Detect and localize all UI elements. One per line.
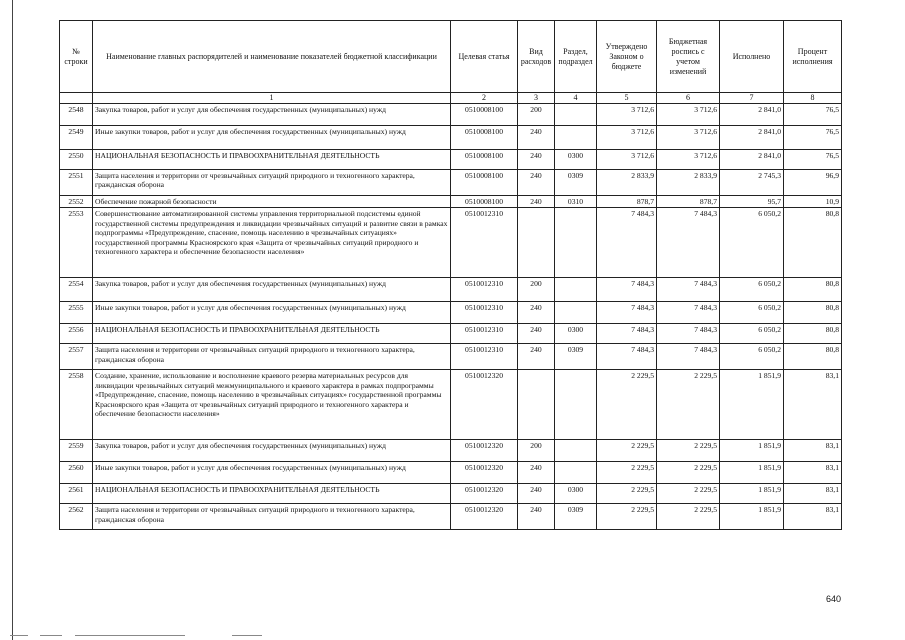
table-row: [60, 302, 842, 324]
row-number: 2553: [60, 208, 93, 278]
row-percent: 76,5: [784, 150, 842, 170]
row-percent: 76,5: [784, 126, 842, 150]
row-kind: 240: [518, 324, 555, 344]
row-name: Совершенствование автоматизированной системы управления территориальной подсистемы единой государственной системы предупреждения и ликвидации чрезвычайных ситуаций и развитие связи в рамках подпрограммы «Предупреждение, спасение, помощь населению в чрезвычайных ситуациях» государственной программы Красноярского края «Защита от чрезвычайных ситуаций природного и техногенного характера и обеспечение безопасности населения»: [93, 208, 451, 278]
table-row: [60, 278, 842, 302]
row-executed: 1 851,9: [720, 504, 784, 530]
row-target: 0510012320: [451, 370, 518, 440]
row-executed: 6 050,2: [720, 344, 784, 370]
page-number: 640: [826, 594, 842, 604]
row-section: [555, 440, 597, 462]
row-executed: 1 851,9: [720, 484, 784, 504]
header-section: Раздел, подраздел: [555, 21, 597, 93]
row-target: 0510012310: [451, 302, 518, 324]
row-number: 2559: [60, 440, 93, 462]
row-kind: 200: [518, 104, 555, 126]
row-number: 2561: [60, 484, 93, 504]
row-target: 0510012320: [451, 484, 518, 504]
row-number: 2558: [60, 370, 93, 440]
row-kind: 200: [518, 278, 555, 302]
scan-artifact-line: [10, 635, 28, 636]
row-name: Создание, хранение, использование и восполнение краевого резерва материальных ресурсов для ликвидации чрезвычайных ситуаций межмуниципального и краевого характера в рамках подпрограммы «Предупреждение, спасение, помощь населению в чрезвычайных ситуациях» государственной программы Красноярского края «Защита от чрезвычайных ситуаций природного и техногенного характера и обеспечение безопасности населения»: [93, 370, 451, 440]
row-percent: 80,8: [784, 208, 842, 278]
row-target: 0510012320: [451, 440, 518, 462]
column-number: 3: [518, 93, 555, 104]
row-budget-list: 7 484,3: [657, 344, 720, 370]
row-percent: 76,5: [784, 104, 842, 126]
row-number: 2562: [60, 504, 93, 530]
header-approved: Утверждено Законом о бюджете: [597, 21, 657, 93]
row-budget-list: 7 484,3: [657, 208, 720, 278]
row-budget-list: 2 229,5: [657, 370, 720, 440]
row-kind: [518, 370, 555, 440]
scan-artifact-line: [232, 635, 262, 636]
row-approved: 2 229,5: [597, 370, 657, 440]
row-executed: 1 851,9: [720, 370, 784, 440]
row-percent: 83,1: [784, 484, 842, 504]
row-section: [555, 370, 597, 440]
table-row: [60, 208, 842, 278]
header-name: Наименование главных распорядителей и наименование показателей бюджетной классификации: [93, 21, 451, 93]
column-number: 4: [555, 93, 597, 104]
table-row: [60, 150, 842, 170]
row-kind: 240: [518, 344, 555, 370]
row-approved: 2 229,5: [597, 440, 657, 462]
table-row: [60, 196, 842, 208]
row-approved: 7 484,3: [597, 344, 657, 370]
table-row: [60, 104, 842, 126]
column-number: 6: [657, 93, 720, 104]
row-percent: 83,1: [784, 370, 842, 440]
row-number: 2557: [60, 344, 93, 370]
row-number: 2552: [60, 196, 93, 208]
row-name: НАЦИОНАЛЬНАЯ БЕЗОПАСНОСТЬ И ПРАВООХРАНИТЕЛЬНАЯ ДЕЯТЕЛЬНОСТЬ: [93, 324, 451, 344]
row-name: Иные закупки товаров, работ и услуг для обеспечения государственных (муниципальных) нужд: [93, 462, 451, 484]
row-budget-list: 3 712,6: [657, 104, 720, 126]
row-section: [555, 208, 597, 278]
row-target: 0510012310: [451, 344, 518, 370]
row-approved: 7 484,3: [597, 208, 657, 278]
row-budget-list: 878,7: [657, 196, 720, 208]
row-kind: 240: [518, 150, 555, 170]
row-executed: 2 841,0: [720, 126, 784, 150]
row-approved: 3 712,6: [597, 150, 657, 170]
row-target: 0510008100: [451, 150, 518, 170]
row-approved: 2 833,9: [597, 170, 657, 196]
row-section: [555, 462, 597, 484]
row-name: Закупка товаров, работ и услуг для обеспечения государственных (муниципальных) нужд: [93, 440, 451, 462]
row-budget-list: 7 484,3: [657, 302, 720, 324]
row-percent: 80,8: [784, 344, 842, 370]
row-executed: 2 841,0: [720, 104, 784, 126]
table-row: [60, 324, 842, 344]
row-kind: 240: [518, 196, 555, 208]
row-executed: 6 050,2: [720, 324, 784, 344]
row-approved: 3 712,6: [597, 126, 657, 150]
row-kind: [518, 208, 555, 278]
row-section: 0300: [555, 150, 597, 170]
row-target: 0510012320: [451, 504, 518, 530]
row-approved: 2 229,5: [597, 484, 657, 504]
row-name: Обеспечение пожарной безопасности: [93, 196, 451, 208]
row-percent: 80,8: [784, 302, 842, 324]
row-budget-list: 2 229,5: [657, 462, 720, 484]
row-kind: 240: [518, 302, 555, 324]
row-number: 2556: [60, 324, 93, 344]
row-executed: 2 745,3: [720, 170, 784, 196]
row-budget-list: 7 484,3: [657, 278, 720, 302]
row-target: 0510012310: [451, 208, 518, 278]
row-number: 2550: [60, 150, 93, 170]
column-number: 5: [597, 93, 657, 104]
row-section: 0309: [555, 344, 597, 370]
row-budget-list: 3 712,6: [657, 126, 720, 150]
scan-artifact-line: [40, 635, 62, 636]
row-budget-list: 3 712,6: [657, 150, 720, 170]
row-name: НАЦИОНАЛЬНАЯ БЕЗОПАСНОСТЬ И ПРАВООХРАНИТЕЛЬНАЯ ДЕЯТЕЛЬНОСТЬ: [93, 484, 451, 504]
column-number: 8: [784, 93, 842, 104]
row-number: 2549: [60, 126, 93, 150]
row-executed: 2 841,0: [720, 150, 784, 170]
row-name: Защита населения и территории от чрезвычайных ситуаций природного и техногенного характера, гражданская оборона: [93, 170, 451, 196]
row-target: 0510008100: [451, 104, 518, 126]
row-approved: 878,7: [597, 196, 657, 208]
column-number-row: [60, 93, 842, 104]
row-budget-list: 2 229,5: [657, 504, 720, 530]
row-executed: 6 050,2: [720, 278, 784, 302]
table-row: [60, 370, 842, 440]
row-target: 0510012310: [451, 278, 518, 302]
row-approved: 2 229,5: [597, 504, 657, 530]
row-section: [555, 104, 597, 126]
row-name: Закупка товаров, работ и услуг для обеспечения государственных (муниципальных) нужд: [93, 278, 451, 302]
row-section: 0309: [555, 504, 597, 530]
header-target: Целевая статья: [451, 21, 518, 93]
table-row: [60, 462, 842, 484]
row-budget-list: 7 484,3: [657, 324, 720, 344]
header-row: [60, 21, 842, 93]
row-percent: 80,8: [784, 324, 842, 344]
scan-margin-line: [12, 0, 13, 640]
row-target: 0510012320: [451, 462, 518, 484]
row-executed: 6 050,2: [720, 208, 784, 278]
row-kind: 240: [518, 170, 555, 196]
row-section: [555, 126, 597, 150]
row-number: 2551: [60, 170, 93, 196]
row-target: 0510008100: [451, 196, 518, 208]
scan-artifact-line: [75, 635, 185, 636]
row-approved: 2 229,5: [597, 462, 657, 484]
row-executed: 6 050,2: [720, 302, 784, 324]
row-section: 0310: [555, 196, 597, 208]
row-section: 0309: [555, 170, 597, 196]
table-row: [60, 440, 842, 462]
budget-execution-table: [59, 20, 842, 530]
column-number: [60, 93, 93, 104]
row-kind: 200: [518, 440, 555, 462]
row-number: 2555: [60, 302, 93, 324]
column-number: 2: [451, 93, 518, 104]
row-name: Иные закупки товаров, работ и услуг для обеспечения государственных (муниципальных) нужд: [93, 302, 451, 324]
row-number: 2560: [60, 462, 93, 484]
column-number: 1: [93, 93, 451, 104]
header-executed: Исполнено: [720, 21, 784, 93]
row-name: Защита населения и территории от чрезвычайных ситуаций природного и техногенного характера, гражданская оборона: [93, 504, 451, 530]
row-percent: 83,1: [784, 462, 842, 484]
row-kind: 240: [518, 504, 555, 530]
row-executed: 1 851,9: [720, 462, 784, 484]
row-budget-list: 2 229,5: [657, 440, 720, 462]
row-kind: 240: [518, 484, 555, 504]
table-row: [60, 126, 842, 150]
row-budget-list: 2 833,9: [657, 170, 720, 196]
row-number: 2548: [60, 104, 93, 126]
row-target: 0510008100: [451, 126, 518, 150]
row-number: 2554: [60, 278, 93, 302]
row-name: Закупка товаров, работ и услуг для обеспечения государственных (муниципальных) нужд: [93, 104, 451, 126]
row-name: Иные закупки товаров, работ и услуг для обеспечения государственных (муниципальных) нужд: [93, 126, 451, 150]
row-budget-list: 2 229,5: [657, 484, 720, 504]
row-approved: 7 484,3: [597, 302, 657, 324]
row-executed: 1 851,9: [720, 440, 784, 462]
table-row: [60, 484, 842, 504]
row-percent: 83,1: [784, 440, 842, 462]
row-section: [555, 278, 597, 302]
row-section: 0300: [555, 484, 597, 504]
row-approved: 7 484,3: [597, 324, 657, 344]
row-approved: 7 484,3: [597, 278, 657, 302]
table-row: [60, 504, 842, 530]
header-kind: Вид расходов: [518, 21, 555, 93]
header-row-no: № строки: [60, 21, 93, 93]
row-kind: 240: [518, 126, 555, 150]
row-percent: 80,8: [784, 278, 842, 302]
row-target: 0510012310: [451, 324, 518, 344]
row-percent: 96,9: [784, 170, 842, 196]
row-target: 0510008100: [451, 170, 518, 196]
row-section: 0300: [555, 324, 597, 344]
row-approved: 3 712,6: [597, 104, 657, 126]
row-section: [555, 302, 597, 324]
row-percent: 83,1: [784, 504, 842, 530]
column-number: 7: [720, 93, 784, 104]
row-name: НАЦИОНАЛЬНАЯ БЕЗОПАСНОСТЬ И ПРАВООХРАНИТЕЛЬНАЯ ДЕЯТЕЛЬНОСТЬ: [93, 150, 451, 170]
row-executed: 95,7: [720, 196, 784, 208]
row-percent: 10,9: [784, 196, 842, 208]
row-kind: 240: [518, 462, 555, 484]
header-percent: Процент исполнения: [784, 21, 842, 93]
header-budget-list: Бюджетная роспись с учетом изменений: [657, 21, 720, 93]
table-row: [60, 344, 842, 370]
row-name: Защита населения и территории от чрезвычайных ситуаций природного и техногенного характера, гражданская оборона: [93, 344, 451, 370]
table-row: [60, 170, 842, 196]
